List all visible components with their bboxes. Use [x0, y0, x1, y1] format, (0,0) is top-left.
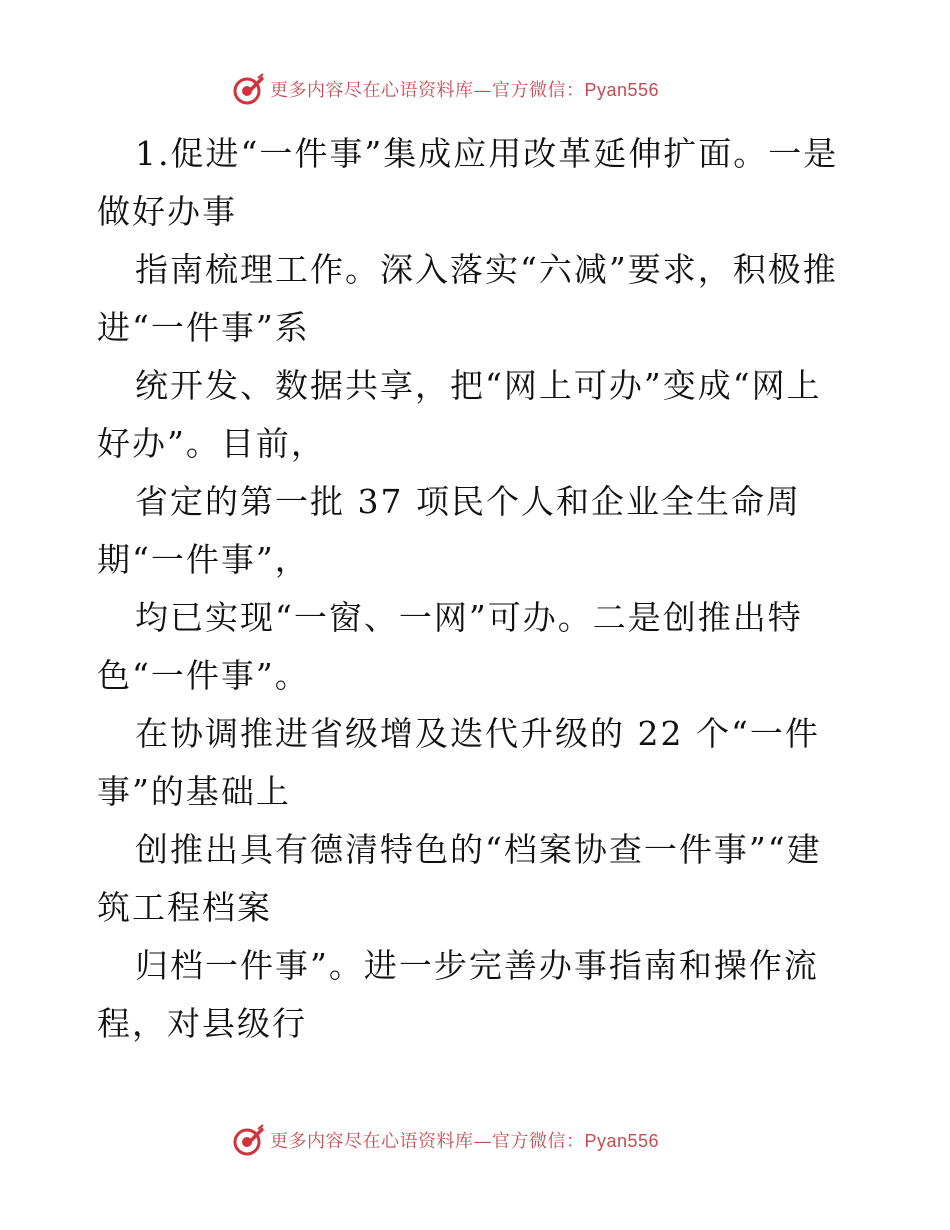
text-line: 1.促进“一件事”集成应用改革延伸扩面。一是 — [135, 134, 839, 173]
header-contact-label: 官方微信： — [492, 80, 585, 101]
text-line: 期“一件事”， — [97, 540, 310, 579]
text-line: 在协调推进省级增及迭代升级的 22 个“一件 — [135, 714, 820, 753]
text-line: 好办”。目前， — [97, 424, 326, 463]
text-line: 指南梳理工作。深入落实“六减”要求，积极推 — [135, 250, 838, 289]
quill-logo-icon — [232, 72, 266, 106]
text-line: 筑工程档案 — [97, 888, 272, 927]
footer-banner — [232, 1123, 659, 1157]
footer-separator: — — [473, 1131, 492, 1152]
header-separator: — — [473, 80, 492, 101]
footer-contact-label: 官方微信： — [492, 1131, 585, 1152]
text-line: 进“一件事”系 — [97, 308, 310, 347]
footer-contact-id: Pyan556 — [584, 1131, 660, 1151]
text-line: 事”的基础上 — [97, 772, 291, 811]
body-text — [97, 125, 857, 1053]
text-line: 统开发、数据共享，把“网上可办”变成“网上 — [135, 366, 822, 405]
text-line: 均已实现“一窗、一网”可办。二是创推出特 — [135, 598, 803, 637]
header-banner — [232, 72, 659, 106]
text-line: 创推出具有德清特色的“档案协查一件事”“建 — [135, 830, 822, 869]
header-contact-id: Pyan556 — [584, 80, 660, 100]
text-line: 归档一件事”。进一步完善办事指南和操作流 — [135, 946, 819, 985]
footer-site-text: 更多内容尽在心语资料库 — [270, 1131, 474, 1152]
text-line: 做好办事 — [97, 192, 237, 231]
text-line: 程，对县级行 — [97, 1004, 307, 1043]
header-site-text: 更多内容尽在心语资料库 — [270, 80, 474, 101]
text-line: 省定的第一批 37 项民个人和企业全生命周 — [135, 482, 801, 521]
quill-logo-icon — [232, 1123, 266, 1157]
text-line: 色“一件事”。 — [97, 656, 310, 695]
